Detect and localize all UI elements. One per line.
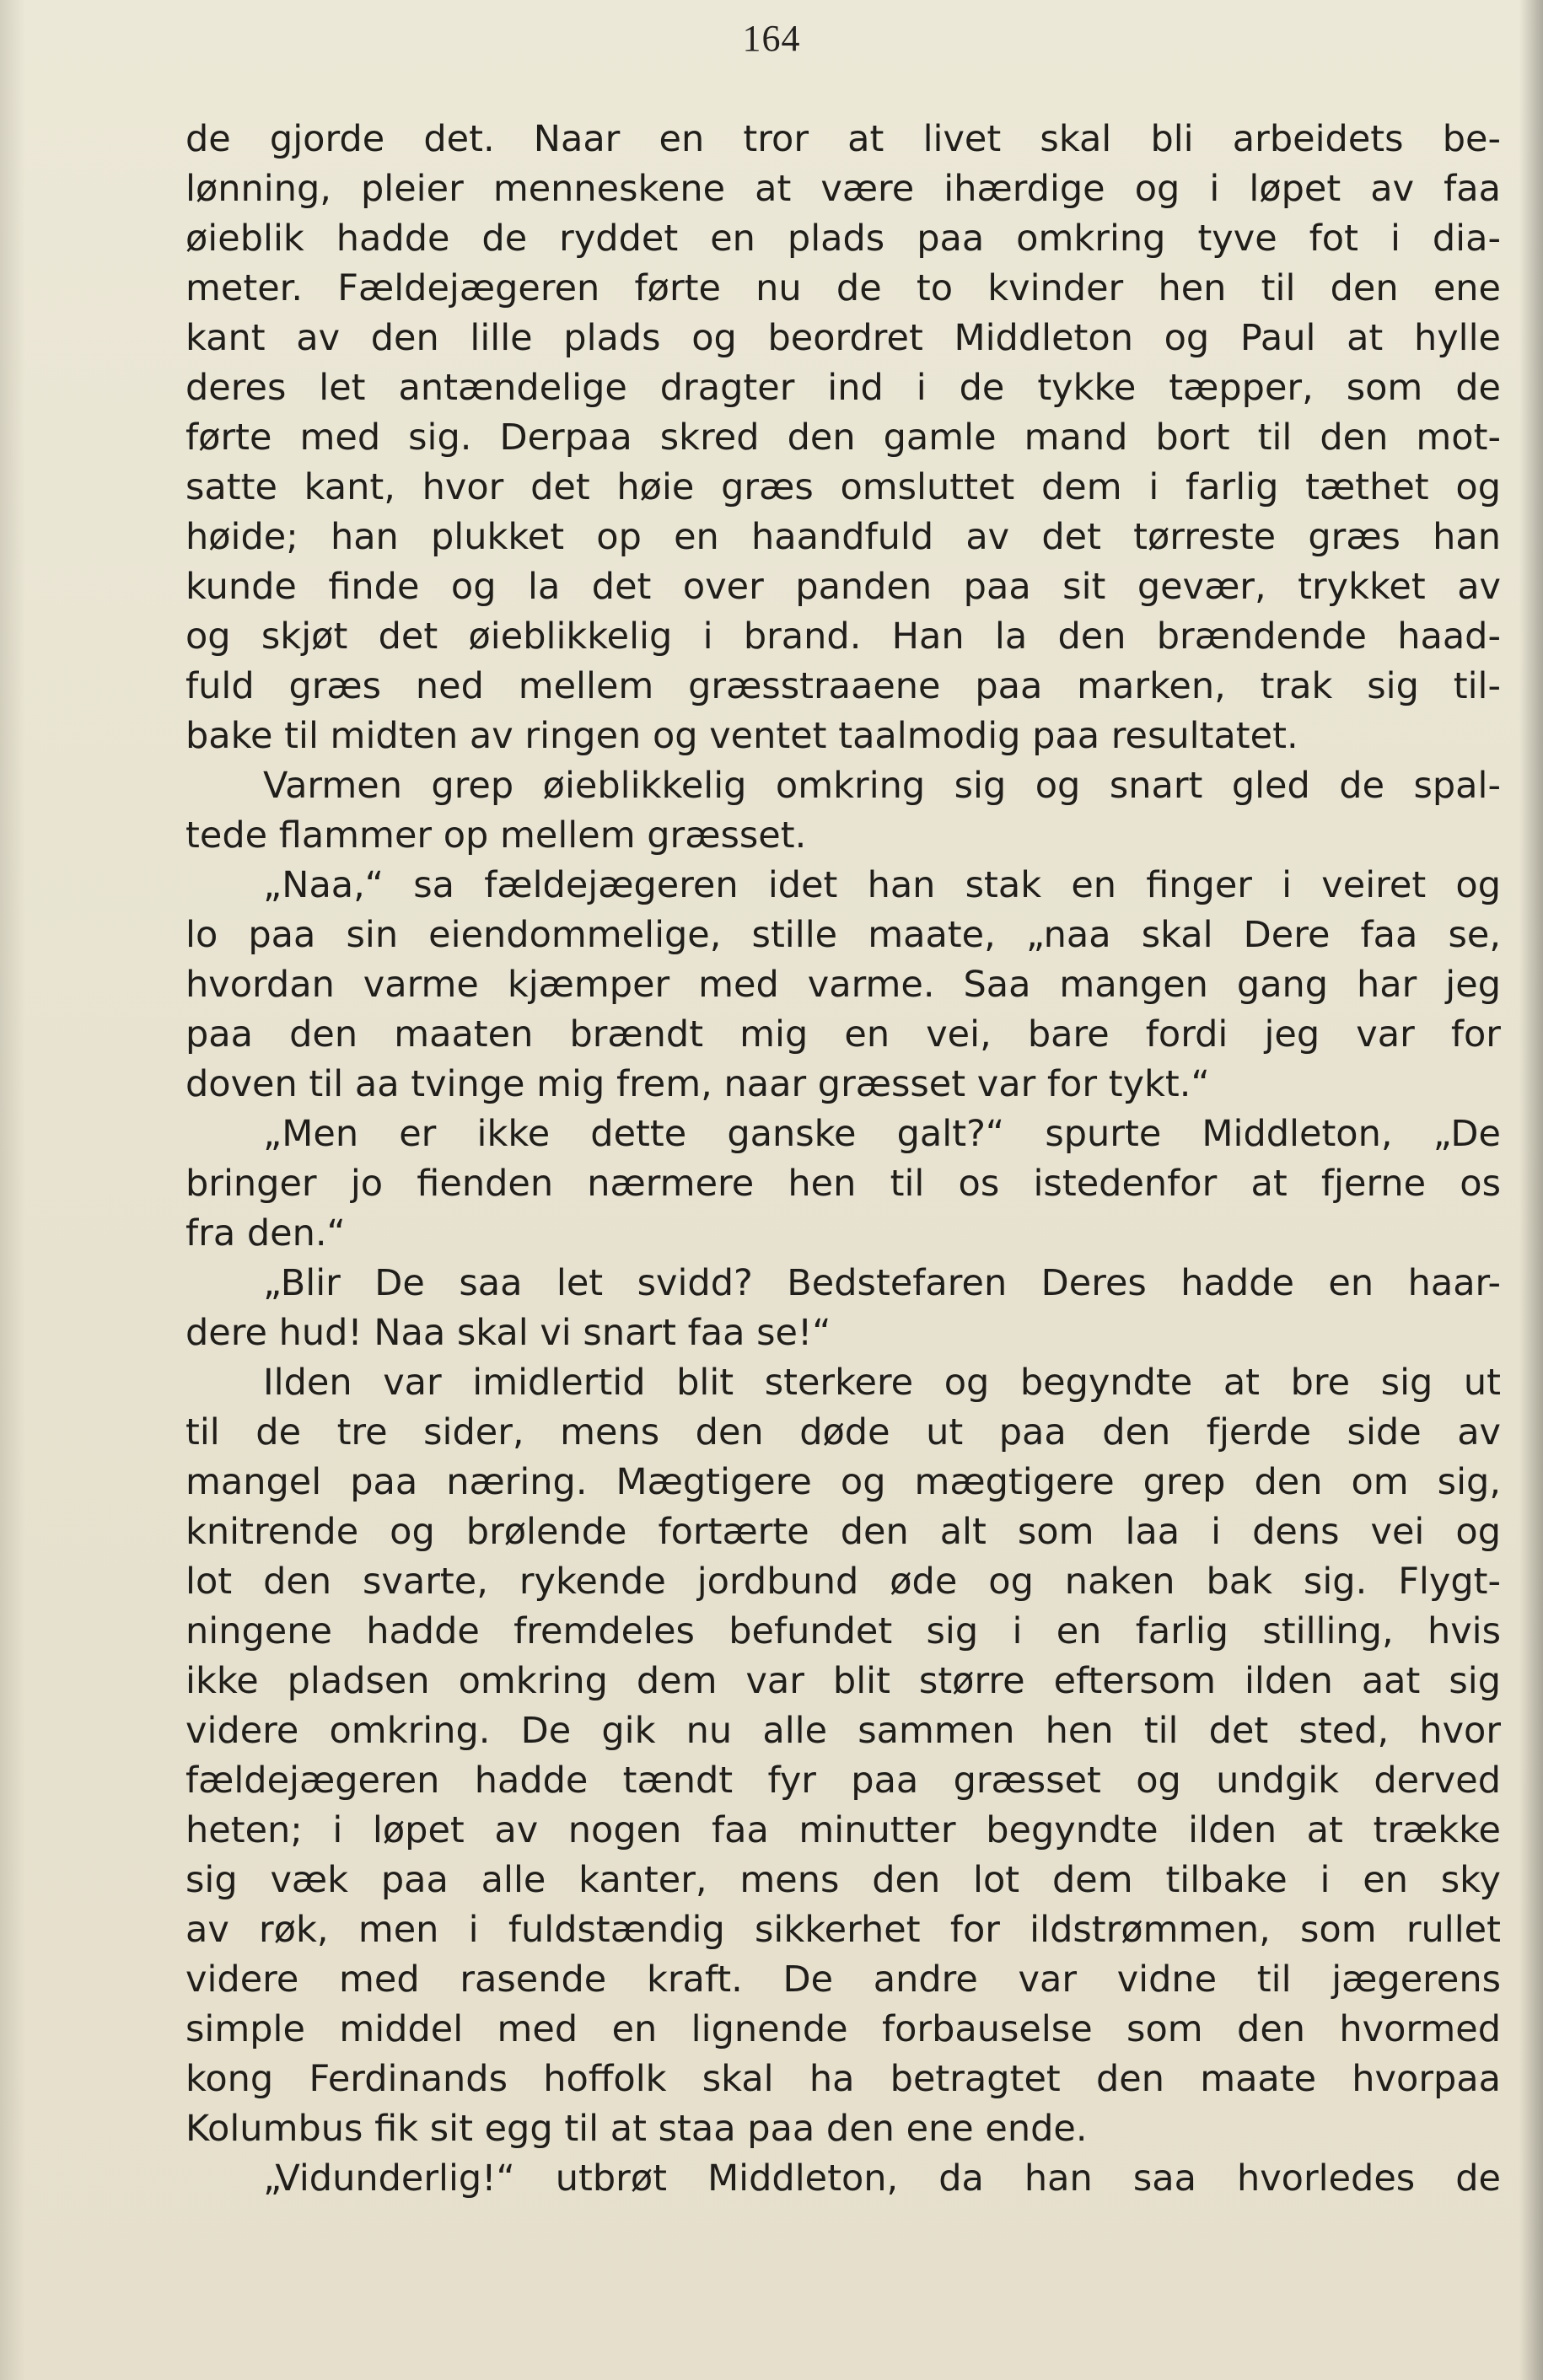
text-line: og skjøt det øieblikkelig i brand. Han la den brændende haad- bbox=[185, 615, 1501, 658]
page-edge-shadow bbox=[1519, 0, 1543, 2380]
text-line: „Naa,“ sa fældejægeren idet han stak en finger i veiret og bbox=[263, 864, 1501, 906]
text-line: dere hud! Naa skal vi snart faa se!“ bbox=[185, 1312, 831, 1354]
text-line: bringer jo fienden nærmere hen til os istedenfor at fjerne os bbox=[185, 1163, 1501, 1205]
text-line: ikke pladsen omkring dem var blit større eftersom ilden aat sig bbox=[185, 1660, 1501, 1702]
text-line: videre omkring. De gik nu alle sammen hen til det sted, hvor bbox=[185, 1710, 1501, 1752]
text-line: øieblik hadde de ryddet en plads paa omkring tyve fot i dia- bbox=[185, 218, 1501, 260]
text-line: knitrende og brølende fortærte den alt som laa i dens vei og bbox=[185, 1511, 1501, 1553]
text-line: av røk, men i fuldstændig sikkerhet for ildstrømmen, som rullet bbox=[185, 1909, 1501, 1951]
text-line: videre med rasende kraft. De andre var vidne til jægerens bbox=[185, 1958, 1501, 2001]
text-line: tede flammer op mellem græsset. bbox=[185, 814, 807, 857]
text-line: meter. Fældejægeren førte nu de to kvinder hen til den ene bbox=[185, 267, 1501, 309]
text-line: til de tre sider, mens den døde ut paa den fjerde side av bbox=[185, 1411, 1501, 1453]
text-line: kant av den lille plads og beordret Middleton og Paul at hylle bbox=[185, 317, 1501, 359]
text-line: hvordan varme kjæmper med varme. Saa mangen gang har jeg bbox=[185, 964, 1501, 1006]
text-line: bake til midten av ringen og ventet taalmodig paa resultatet. bbox=[185, 715, 1298, 757]
text-line: sig væk paa alle kanter, mens den lot dem tilbake i en sky bbox=[185, 1859, 1501, 1901]
text-line: fældejægeren hadde tændt fyr paa græsset og undgik derved bbox=[185, 1759, 1501, 1802]
text-line: fra den.“ bbox=[185, 1212, 346, 1254]
text-line: høide; han plukket op en haandfuld av det tørreste græs han bbox=[185, 516, 1501, 558]
text-line: fuld græs ned mellem græsstraaene paa marken, trak sig til- bbox=[185, 665, 1501, 707]
page-gutter-shadow bbox=[0, 0, 25, 2380]
text-line: lot den svarte, rykende jordbund øde og naken bak sig. Flygt- bbox=[185, 1561, 1501, 1603]
text-line: kong Ferdinands hoffolk skal ha betragtet den maate hvorpaa bbox=[185, 2058, 1501, 2100]
text-line: førte med sig. Derpaa skred den gamle mand bort til den mot- bbox=[185, 416, 1501, 459]
text-line: doven til aa tvinge mig frem, naar græsset var for tykt.“ bbox=[185, 1063, 1210, 1105]
page-body-text bbox=[185, 115, 1501, 2204]
text-line: Kolumbus fik sit egg til at staa paa den ene ende. bbox=[185, 2108, 1088, 2150]
text-line: lo paa sin eiendommelige, stille maate, „naa skal Dere faa se, bbox=[185, 914, 1501, 956]
text-line: satte kant, hvor det høie græs omsluttet dem i farlig tæthet og bbox=[185, 466, 1501, 508]
text-line: paa den maaten brændt mig en vei, bare fordi jeg var for bbox=[185, 1013, 1501, 1056]
text-line: „Blir De saa let svidd? Bedstefaren Deres hadde en haar- bbox=[263, 1262, 1501, 1304]
page-number: 164 bbox=[742, 18, 801, 59]
text-line: „Vidunderlig!“ utbrøt Middleton, da han saa hvorledes de bbox=[263, 2157, 1501, 2200]
text-line: Ilden var imidlertid blit sterkere og begyndte at bre sig ut bbox=[263, 1362, 1501, 1404]
text-line: deres let antændelige dragter ind i de tykke tæpper, som de bbox=[185, 367, 1501, 409]
text-line: kunde finde og la det over panden paa sit gevær, trykket av bbox=[185, 566, 1501, 608]
text-line: simple middel med en lignende forbauselse som den hvormed bbox=[185, 2008, 1501, 2050]
text-line: Varmen grep øieblikkelig omkring sig og snart gled de spal- bbox=[263, 765, 1501, 807]
text-line: mangel paa næring. Mægtigere og mægtigere grep den om sig, bbox=[185, 1461, 1501, 1503]
text-line: heten; i løpet av nogen faa minutter begyndte ilden at trække bbox=[185, 1809, 1501, 1851]
text-line: lønning, pleier menneskene at være ihærdige og i løpet av faa bbox=[185, 168, 1501, 210]
text-line: de gjorde det. Naar en tror at livet skal bli arbeidets be- bbox=[185, 118, 1501, 160]
text-line: „Men er ikke dette ganske galt?“ spurte Middleton, „De bbox=[263, 1113, 1501, 1155]
text-line: ningene hadde fremdeles befundet sig i en farlig stilling, hvis bbox=[185, 1610, 1501, 1652]
